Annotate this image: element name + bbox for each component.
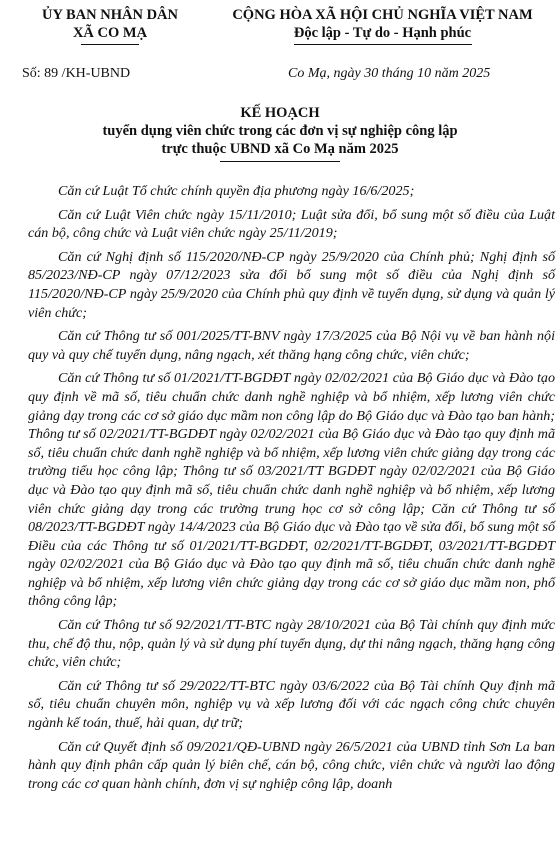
paragraph-4: Căn cứ Thông tư số 001/2025/TT-BNV ngày 17/3/2025 của Bộ Nội vụ về ban hành nội quy và quy chế tuyển dụng, nâng ngạch, xét thăng hạng công chức, viên chức; bbox=[28, 328, 555, 363]
paragraph-6: Căn cứ Thông tư số 92/2021/TT-BTC ngày 28/10/2021 của Bộ Tài chính quy định mức thu, chế độ thu, nộp, quản lý và sử dụng phí tuyển dụng, dự thi nâng ngạch, thăng hạng công chức, viên chức; bbox=[28, 617, 555, 671]
paragraph-7: Căn cứ Thông tư số 29/2022/TT-BTC ngày 03/6/2022 của Bộ Tài chính Quy định mã số, tiêu chuẩn chuyên môn, nghiệp vụ và xếp lương đối với các ngạch công chức chuyên ngành kế toán, thuế, hải quan, dự trữ; bbox=[28, 677, 555, 732]
paragraph-8: Căn cứ Quyết định số 09/2021/QĐ-UBND ngày 26/5/2021 của UBND tỉnh Sơn La ban hành quy định phân cấp quản lý biên chế, cán bộ, công chức, viên chức và người lao động trong các cơ quan hành chính, đơn vị sự nghiệp công lập, doanh bbox=[28, 738, 555, 792]
issuing-agency bbox=[10, 6, 210, 45]
title-line-3: trực thuộc UBND xã Co Mạ năm 2025 bbox=[161, 141, 399, 157]
document-title bbox=[0, 104, 560, 162]
national-header bbox=[205, 6, 560, 45]
paragraph-2: Căn cứ Luật Viên chức ngày 15/11/2010; Luật sửa đổi, bổ sung một số điều của Luật cán bộ, công chức và Luật viên chức ngày 25/11/2019; bbox=[28, 206, 555, 242]
motto-underline bbox=[294, 44, 472, 45]
agency-underline bbox=[81, 44, 139, 45]
national-title: CỘNG HÒA XÃ HỘI CHỦ NGHĨA VIỆT NAM bbox=[232, 7, 533, 23]
legal-basis-body bbox=[28, 182, 555, 798]
paragraph-5: Căn cứ Thông tư số 01/2021/TT-BGDĐT ngày 02/02/2021 của Bộ Giáo dục và Đào tạo quy định về mã số, tiêu chuẩn chức danh nghề nghiệp và bổ nhiệm, xếp lương viên chức giảng dạy trong các cơ sở giáo dục mầm non công lập do Bộ Giáo dục và Đào tạo ban hành; Thông tư số 02/2021/TT-BGDĐT ngày 02/02/2021 của Bộ Giáo dục và Đào tạo quy định mã số, tiêu chuẩn chức danh nghề nghiệp và bổ nhiệm, xếp lương viên chức giảng dạy trong các trường tiểu học công lập; Thông tư số 03/2021/TT BGDĐT ngày 02/02/2021 của Bộ Giáo dục và Đào tạo quy định mã số, tiêu chuẩn chức danh nghề nghiệp và bổ nhiệm, xếp lương viên chức giảng dạy trong các trường trung học cơ sở công lập; Căn cứ Thông tư số 08/2023/TT-BGDĐT ngày 14/4/2023 của Bộ Giáo dục và Đào tạo về sửa đổi, bổ sung một số Điều của các Thông tư số 01/2021/TT-BGDĐT, 02/2021/TT-BGDĐT, 03/2021/TT-BGDĐT ngày 02/02/2021 của Bộ Giáo dục và Đào tạo quy định mã số, tiêu chuẩn chức danh nghề nghiệp và bổ nhiệm, xếp lương viên chức giảng dạy trong các cơ sở giáo dục mầm non, phổ thông công lập; bbox=[28, 370, 555, 610]
national-motto: Độc lập - Tự do - Hạnh phúc bbox=[293, 25, 472, 41]
agency-line-2: XÃ CO MẠ bbox=[72, 25, 148, 41]
agency-line-1: ỦY BAN NHÂN DÂN bbox=[41, 7, 178, 23]
document-number: Số: 89 /KH-UBND bbox=[22, 66, 131, 81]
title-underline bbox=[220, 161, 340, 162]
title-line-2: tuyển dụng viên chức trong các đơn vị sự nghiệp công lập bbox=[102, 123, 458, 139]
document-date: Co Mạ, ngày 30 tháng 10 năm 2025 bbox=[288, 66, 491, 81]
title-line-1: KẾ HOẠCH bbox=[240, 105, 320, 121]
paragraph-3: Căn cứ Nghị định số 115/2020/NĐ-CP ngày 25/9/2020 của Chính phủ; Nghị định số 85/2023/NĐ-CP ngày 07/12/2023 sửa đổi bổ sung một số điều của Nghị định số 115/2020/NĐ-CP ngày 25/9/2020 của Chính phủ quy định về tuyển dụng, sử dụng và quản lý viên chức; bbox=[28, 248, 555, 321]
paragraph-1: Căn cứ Luật Tổ chức chính quyền địa phương ngày 16/6/2025; bbox=[58, 183, 415, 199]
